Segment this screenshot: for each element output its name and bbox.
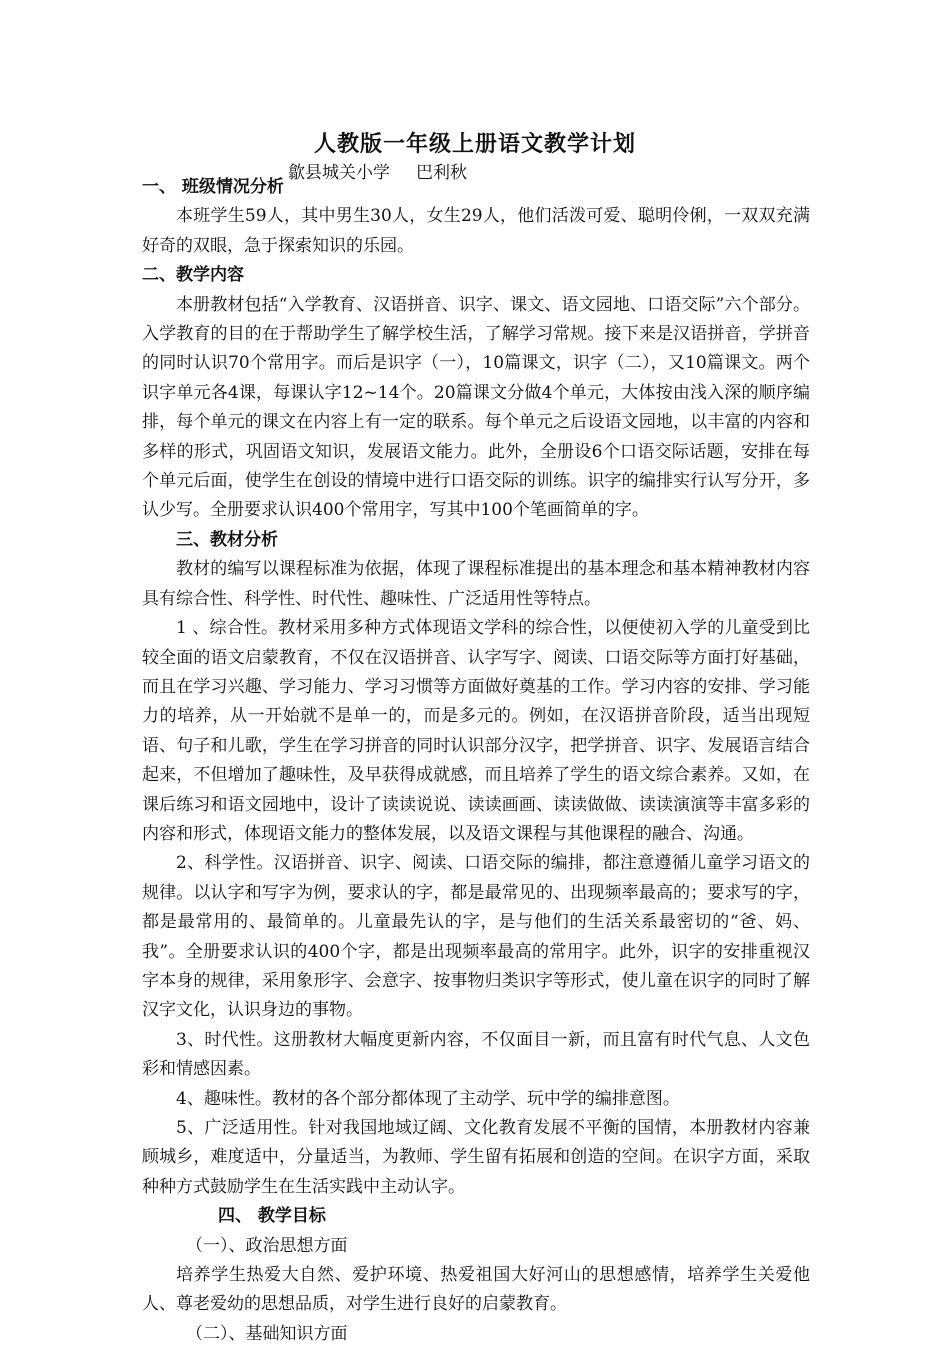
document-body [142, 173, 810, 1349]
paragraph: 4、趣味性。教材的各个部分都体现了主动学、玩中学的编排意图。 [176, 1088, 680, 1109]
section-heading-4: 四、 教学目标 [218, 1206, 326, 1227]
subsection-heading: （一）、政治思想方面 [186, 1235, 348, 1256]
paragraph: 本班学生59人，其中男生30人，女生29人，他们活泼可爱、聪明伶俐，一双双充满好奇的双眼，急于探索知识的乐园。 [142, 206, 810, 256]
section-heading-2: 二、教学内容 [142, 265, 244, 286]
author-name: 巴利秋 [416, 163, 467, 183]
subsection-heading: （二）、基础知识方面 [186, 1323, 348, 1344]
paragraph: 5、广泛适用性。针对我国地域辽阔、文化教育发展不平衡的国情，本册教材内容兼顾城乡，难度适中，分量适当，为教师、学生留有拓展和创造的空间。在识字方面，采取种种方式鼓励学生在生活实践中主动认字。 [142, 1118, 810, 1197]
section-heading-3: 三、教材分析 [176, 529, 278, 550]
paragraph: 2、科学性。汉语拼音、识字、阅读、口语交际的编排，都注意遵循儿童学习语文的规律。以认字和写字为例，要求认的字，都是最常见的、出现频率最高的；要求写的字，都是最常用的、最简单的。儿童最先认的字，是与他们的生活关系最密切的“爸、妈、我”。全册要求认识的400个字，都是出现频率最高的常用字。此外，识字的安排重视汉字本身的规律，采用象形字、会意字、按事物归类识字等形式，使儿童在识字的同时了解汉字文化，认识身边的事物。 [142, 853, 810, 1021]
paragraph: 培养学生热爱大自然、爱护环境、热爱祖国大好河山的思想感情，培养学生关爱他人、尊老爱幼的思想品质，对学生进行良好的启蒙教育。 [142, 1265, 810, 1315]
section-heading-1: 一、 班级情况分析 [142, 177, 284, 197]
document-title: 人教版一年级上册语文教学计划 [313, 131, 636, 157]
paragraph: 教材的编写以课程标准为依据，体现了课程标准提出的基本理念和基本精神教材内容具有综合性、科学性、时代性、趣味性、广泛适用性等特点。 [142, 559, 810, 609]
paragraph: 3、时代性。这册教材大幅度更新内容，不仅面目一新，而且富有时代气息、人文色彩和情感因素。 [142, 1029, 810, 1080]
paragraph: 1 、综合性。教材采用多种方式体现语文学科的综合性，以便使初入学的儿童受到比较全面的语文启蒙教育，不仅在汉语拼音、认字写字、阅读、口语交际等方面打好基础，而且在学习兴趣、学习能力、学习习惯等方面做好奠基的工作。学习内容的安排、学习能力的培养，从一开始就不是单一的，而是多元的。例如，在汉语拼音阶段，适当出现短语、句子和儿歌，学生在学习拼音的同时认识部分汉字，把学拼音、识字、发展语言结合起来，不但增加了趣味性，及早获得成就感，而且培养了学生的语文综合素养。又如，在课后练习和语文园地中，设计了读读说说、读读画画、读读做做、读读演演等丰富多彩的内容和形式，体现语文能力的整体发展，以及语文课程与其他课程的融合、沟通。 [142, 618, 810, 844]
author-school: 歙县城关小学 [288, 163, 390, 183]
paragraph: 本册教材包括“入学教育、汉语拼音、识字、课文、语文园地、口语交际”六个部分。入学教育的目的在于帮助学生了解学校生活，了解学习常规。接下来是汉语拼音，学拼音的同时认识70个常用字。而后是识字（一），10篇课文，识字（二），又10篇课文。两个识字单元各4课，每课认字12~14个。20篇课文分做4个单元，大体按由浅入深的顺序编排，每个单元的课文在内容上有一定的联系。每个单元之后设语文园地，以丰富的内容和多样的形式，巩固语文知识，发展语文能力。此外，全册设6个口语交际话题，安排在每个单元后面，使学生在创设的情境中进行口语交际的训练。识字的编排实行认写分开，多认少写。全册要求认识400个常用字，写其中100个笔画简单的字。 [142, 294, 810, 521]
